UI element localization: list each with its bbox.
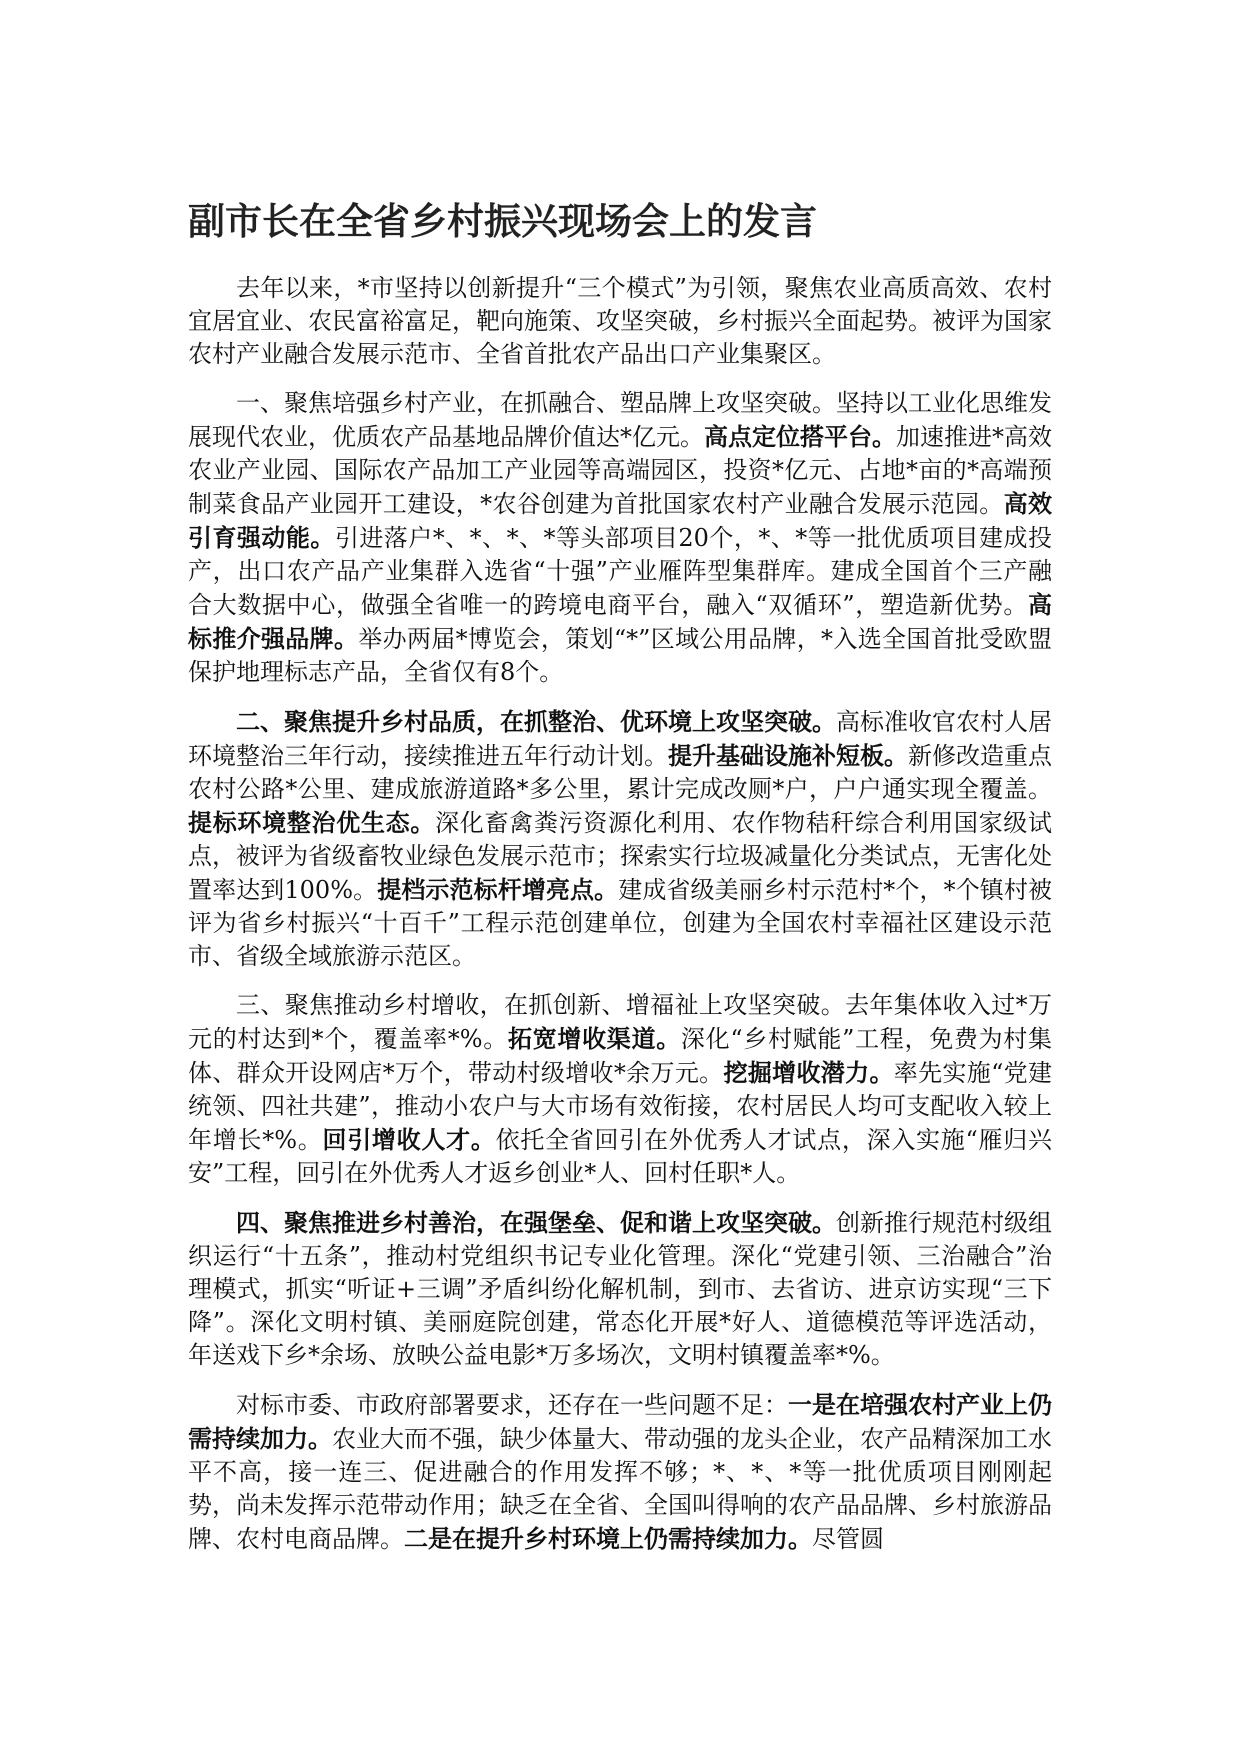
document-body [188, 272, 1052, 1572]
paragraph [188, 1206, 1052, 1372]
bold-heading-run: 高标推介强品牌。 [188, 590, 1052, 653]
text-run: 尽管圆 [812, 1525, 884, 1553]
bold-heading-run: 二、聚焦提升乡村品质，在抓整治、优环境上攻坚突破。 [236, 707, 836, 736]
paragraph [188, 705, 1052, 973]
text-run: 创新推行规范村级组织运行“十五条”，推动村党组织书记专业化管理。深化“党建引领、三治融合”治理模式，抓实“听证+三调”矛盾纠纷化解机制，到市、去省访、进京访实现“三下降”。深化文明村镇、美丽庭院创建，常态化开展*好人、道德模范等评选活动，年送戏下乡*余场、放映公益电影*万多场次，文明村镇覆盖率*%。 [188, 1209, 1052, 1369]
text-run: 农业大而不强，缺少体量大、带动强的龙头企业，农产品精深加工水平不高，接一连三、促进融合的作用发挥不够；*、*、*等一批优质项目刚刚起势，尚未发挥示范带动作用；缺乏在全省、全国叫得响的农产品品牌、乡村旅游品牌、农村电商品牌。 [188, 1425, 1052, 1553]
bold-heading-run: 提档示范标杆增亮点。 [377, 875, 619, 904]
text-run: 去年以来，*市坚持以创新提升“三个模式”为引领，聚焦农业高质高效、农村宜居宜业、农民富裕富足，靶向施策、攻坚突破，乡村振兴全面起势。被评为国家农村产业融合发展示范市、全省首批农产品出口产业集聚区。 [188, 274, 1052, 368]
text-run: 一、聚焦培强乡村产业，在抓融合、塑品牌上攻坚突破。坚持以工业化思维发展现代农业，优质农产品基地品牌价值达*亿元。 [188, 389, 1052, 451]
text-run: 三、聚焦推动乡村增收，在抓创新、增福祉上攻坚突破。去年集体收入过*万元的村达到*个，覆盖率*%。 [188, 991, 1052, 1053]
text-run: 引进落户*、*、*、*等头部项目20个，*、*等一批优质项目建成投产，出口农产品产业集群入选省“十强”产业雁阵型集群库。建成全国首个三产融合大数据中心，做强全省唯一的跨境电商平台，融入“双循环”，塑造新优势。 [188, 524, 1053, 619]
bold-heading-run: 高效引育强动能。 [188, 489, 1052, 552]
bold-heading-run: 一是在培强农村产业上仍需持续加力。 [188, 1390, 1052, 1453]
bold-heading-run: 四、聚焦推进乡村善治，在强堡垒、促和谐上攻坚突破。 [236, 1208, 836, 1237]
paragraph [188, 387, 1052, 689]
text-run: 依托全省回引在外优秀人才试点，深入实施“雁归兴安”工程，回引在外优秀人才返乡创业*人、回村任职*人。 [188, 1126, 1052, 1187]
text-run: 深化“乡村赋能”工程，免费为村集体、群众开设网店*万个，带动村级增收*余万元。 [188, 1025, 1053, 1087]
paragraph [188, 989, 1052, 1190]
bold-heading-run: 提标环境整治优生态。 [188, 808, 436, 837]
text-run: 高标准收官农村人居环境整治三年行动，接续推进五年行动计划。 [188, 708, 1052, 770]
document-title: 副市长在全省乡村振兴现场会上的发言 [188, 200, 817, 243]
bold-heading-run: 提升基础设施补短板。 [668, 741, 908, 770]
paragraph [188, 1388, 1052, 1556]
text-run: 对标市委、市政府部署要求，还存在一些问题不足： [236, 1391, 788, 1419]
bold-heading-run: 挖掘增收潜力。 [723, 1058, 894, 1087]
bold-heading-run: 回引增收人才。 [322, 1125, 496, 1154]
paragraph [188, 272, 1052, 371]
text-run: 举办两届*博览会，策划“*”区域公用品牌，*入选全国首批受欧盟保护地理标志产品，全省仅有8个。 [188, 625, 1052, 686]
text-run: 建成省级美丽乡村示范村*个，*个镇村被评为省乡村振兴“十百千”工程示范创建单位，创建为全国农村幸福社区建设示范市、省级全域旅游示范区。 [188, 876, 1053, 970]
text-run: 加速推进*高效农业产业园、国际农产品加工产业园等高端园区，投资*亿元、占地*亩的*高端预制菜食品产业园开工建设，*农谷创建为首批国家农村产业融合发展示范园。 [188, 423, 1052, 518]
bold-heading-run: 二是在提升乡村环境上仍需持续加力。 [404, 1524, 812, 1553]
bold-heading-run: 高点定位搭平台。 [704, 422, 896, 451]
text-run: 新修改造重点农村公路*公里、建成旅游道路*多公里，累计完成改厕*户，户户通实现全覆盖。 [188, 742, 1052, 803]
bold-heading-run: 拓宽增收渠道。 [507, 1024, 681, 1053]
text-run: 率先实施“党建统领、四社共建”，推动小农户与大市场有效衔接，农村居民人均可支配收入较上年增长*%。 [188, 1059, 1053, 1154]
text-run: 深化畜禽粪污资源化利用、农作物秸秆综合利用国家级试点，被评为省级畜牧业绿色发展示范市；探索实行垃圾减量化分类试点，无害化处置率达到100%。 [188, 809, 1053, 904]
